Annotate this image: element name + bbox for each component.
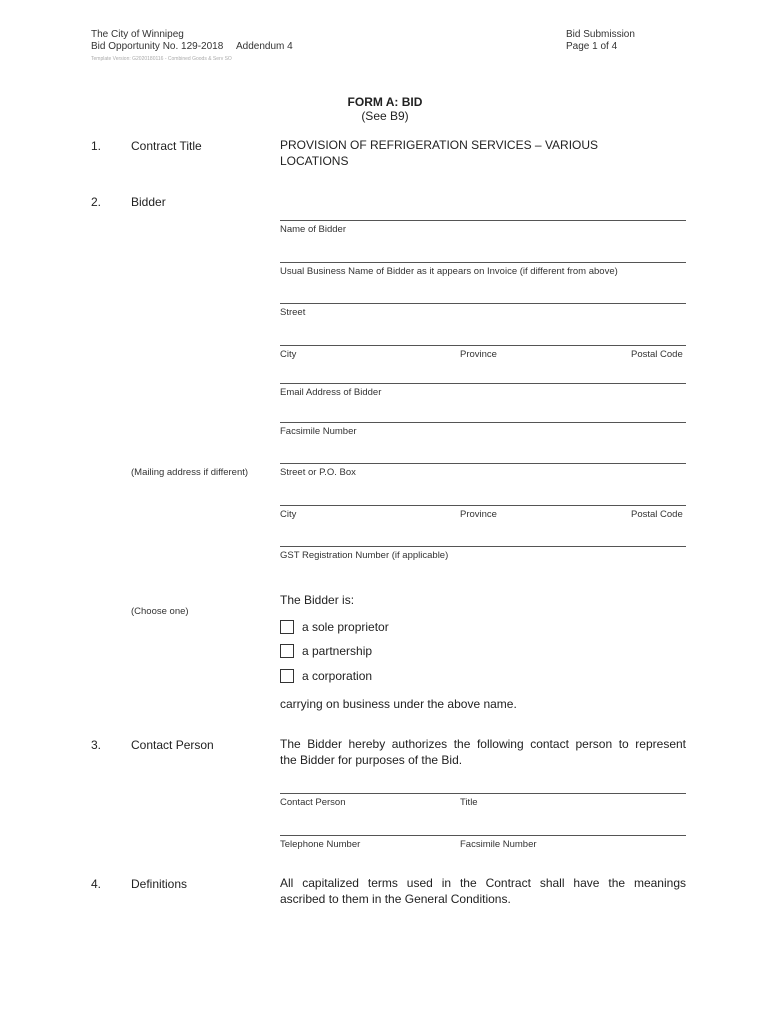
telephone-caption: Telephone Number xyxy=(280,839,361,850)
postal-code-caption: Postal Code xyxy=(631,349,683,360)
partnership-label: a partnership xyxy=(302,644,373,658)
street-caption: Street xyxy=(280,307,306,318)
header-bid-submission: Bid Submission xyxy=(566,29,635,40)
province-caption: Province xyxy=(460,349,497,360)
header-template-note: Template Version: G2020180116 - Combined Goods & Serv SO xyxy=(91,56,232,62)
facsimile-field[interactable] xyxy=(280,422,686,423)
section-2-number: 2. xyxy=(91,195,102,209)
facsimile-caption: Facsimile Number xyxy=(280,426,357,437)
city-province-postal-field[interactable] xyxy=(280,345,686,346)
contract-title-line-2: LOCATIONS xyxy=(280,154,349,168)
section-4-number: 4. xyxy=(91,877,102,891)
contact-person-caption: Contact Person xyxy=(280,797,346,808)
gst-field[interactable] xyxy=(280,546,686,547)
section-3-label: Contact Person xyxy=(131,738,214,752)
mailing-city-province-postal-field[interactable] xyxy=(280,505,686,506)
corporation-checkbox[interactable] xyxy=(280,669,294,683)
sole-proprietor-checkbox[interactable] xyxy=(280,620,294,634)
contact-authorization-line-1: The Bidder hereby authorizes the following contact person to represent xyxy=(280,737,686,751)
mailing-postal-code-caption: Postal Code xyxy=(631,509,683,520)
po-box-caption: Street or P.O. Box xyxy=(280,467,356,478)
mailing-city-caption: City xyxy=(280,509,297,520)
contact-title-caption: Title xyxy=(460,797,478,808)
contact-person-title-field[interactable] xyxy=(280,793,686,794)
mailing-address-note: (Mailing address if different) xyxy=(131,467,249,478)
section-4-label: Definitions xyxy=(131,877,188,891)
header-city: The City of Winnipeg xyxy=(91,29,184,40)
corporation-label: a corporation xyxy=(302,669,373,683)
carrying-on-business-text: carrying on business under the above name. xyxy=(280,697,517,711)
section-1-label: Contract Title xyxy=(131,139,202,153)
gst-caption: GST Registration Number (if applicable) xyxy=(280,550,449,561)
telephone-facsimile-field[interactable] xyxy=(280,835,686,836)
definitions-line-2: ascribed to them in the General Conditions. xyxy=(280,892,511,906)
mailing-province-caption: Province xyxy=(460,509,497,520)
definitions-line-1: All capitalized terms used in the Contract shall have the meanings xyxy=(280,876,686,890)
contact-authorization-line-2: the Bidder for purposes of the Bid. xyxy=(280,753,463,767)
po-box-field[interactable] xyxy=(280,463,686,464)
email-caption: Email Address of Bidder xyxy=(280,387,382,398)
choose-one-note: (Choose one) xyxy=(131,606,189,617)
street-field[interactable] xyxy=(280,303,686,304)
section-2-label: Bidder xyxy=(131,195,166,209)
header-page-number: Page 1 of 4 xyxy=(566,41,618,52)
name-of-bidder-caption: Name of Bidder xyxy=(280,224,347,235)
usual-business-name-caption: Usual Business Name of Bidder as it appears on Invoice (if different from above) xyxy=(280,266,618,277)
form-title: FORM A: BID xyxy=(347,95,423,109)
contact-facsimile-caption: Facsimile Number xyxy=(460,839,537,850)
section-3-number: 3. xyxy=(91,738,102,752)
name-of-bidder-field[interactable] xyxy=(280,220,686,221)
contract-title-line-1: PROVISION OF REFRIGERATION SERVICES – VARIOUS xyxy=(280,138,599,152)
form-subtitle: (See B9) xyxy=(361,109,409,123)
bidder-is-label: The Bidder is: xyxy=(280,593,355,607)
partnership-checkbox[interactable] xyxy=(280,644,294,658)
sole-proprietor-label: a sole proprietor xyxy=(302,620,389,634)
header-addendum: Addendum 4 xyxy=(236,41,293,52)
email-field[interactable] xyxy=(280,383,686,384)
city-caption: City xyxy=(280,349,297,360)
usual-business-name-field[interactable] xyxy=(280,262,686,263)
section-1-number: 1. xyxy=(91,139,102,153)
header-bid-opportunity: Bid Opportunity No. 129-2018 xyxy=(91,41,224,52)
